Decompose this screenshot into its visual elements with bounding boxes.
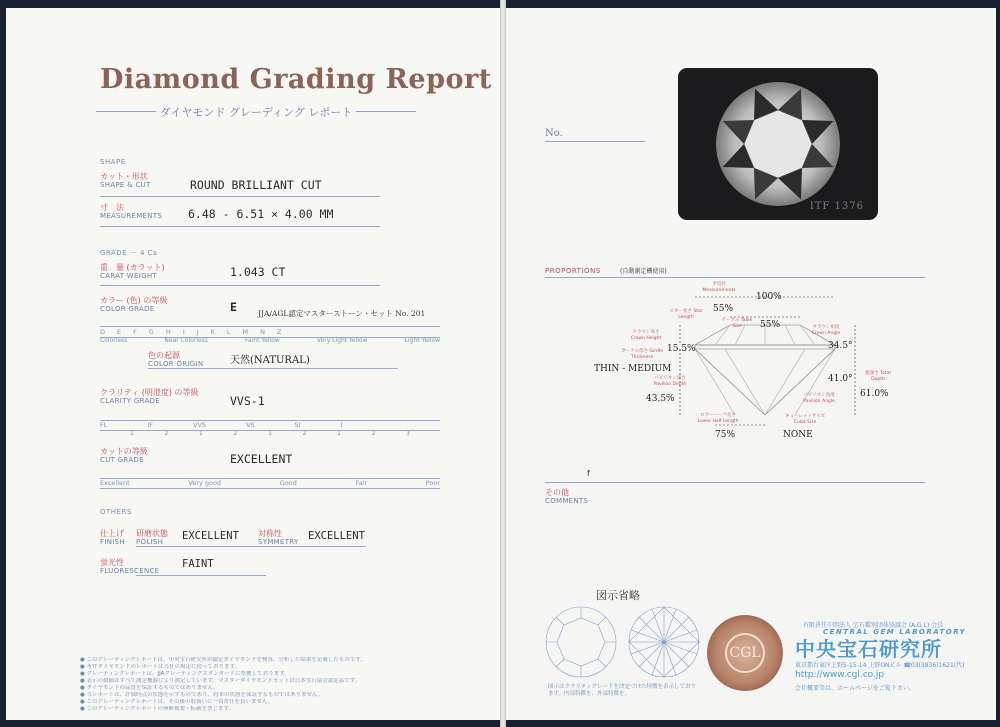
footnote-line: ● グレーディングレポートは、JJAグレーディングスタンダードに準拠しております。 xyxy=(80,671,290,677)
color-scale-letter: M xyxy=(242,328,249,336)
measurements-label-en: MEASUREMENTS xyxy=(100,212,163,220)
color-scale-letter: H xyxy=(165,328,171,336)
laboratory-name-en: CENTRAL GEM LABORATORY xyxy=(823,628,967,636)
crown-view-table xyxy=(557,618,605,666)
divider xyxy=(136,546,366,547)
cut-scale-grade: Poor xyxy=(425,479,440,487)
color-scale-group: Colorless xyxy=(100,337,128,344)
fluorescence-label xyxy=(100,558,159,576)
polish-label xyxy=(136,529,168,547)
cut-scale-grade: Fair xyxy=(355,479,368,487)
color-scale-group: Light Yellow xyxy=(404,337,440,344)
diamond-photo-image xyxy=(678,68,878,220)
symmetry-label xyxy=(258,529,299,547)
cut-label-jp: カットの等級 xyxy=(100,447,148,456)
report-subtitle: ダイヤモンド グレーディング レポート xyxy=(96,104,416,120)
star-caption: スター長さ Star Length xyxy=(669,309,703,320)
clarity-label xyxy=(100,388,199,406)
table-caption: テーブル Table Size xyxy=(721,318,753,329)
girdle-caption: ガードル厚さ Girdle Thickness xyxy=(621,349,663,360)
carat-value: 1.043 CT xyxy=(230,265,286,279)
symmetry-label-jp: 対称性 xyxy=(258,529,282,538)
clarity-scale-grade: IF xyxy=(147,421,154,429)
fluorescence-label-jp: 蛍光性 xyxy=(100,558,124,567)
comments-label xyxy=(545,488,588,506)
color-scale-letter: L xyxy=(226,328,231,336)
proportions-note: (自動測定機使用) xyxy=(620,268,667,275)
diamond-photo xyxy=(678,68,878,220)
color-label-jp: カラー (色) の等級 xyxy=(100,296,168,305)
clarity-scale-grade: I xyxy=(340,421,343,429)
carat-label-jp: 重 量 (カラット) xyxy=(100,263,165,272)
divider xyxy=(100,196,380,197)
pavilion-angle-caption: パビリオン角度 Pavilion Angle xyxy=(803,393,835,404)
carat-label xyxy=(100,263,165,281)
cut-scale-grade: Excellent xyxy=(100,479,130,487)
shape-label-en: SHAPE & CUT xyxy=(100,181,151,189)
color-label xyxy=(100,296,167,314)
origin-value: 天然(NATURAL) xyxy=(230,355,310,366)
clarity-scale-grade: VVS xyxy=(193,421,207,429)
clarity-scale-subgrade: 2 xyxy=(371,430,376,437)
footnote-line: ● 本件ダイヤモンドのレポートは当社の規定に従っております。 xyxy=(80,664,240,670)
measurements-value: 6.48 - 6.51 × 4.00 MM xyxy=(188,207,334,221)
color-scale-letter: F xyxy=(133,328,137,336)
clarity-scale-grade: VS xyxy=(246,421,255,429)
divider xyxy=(100,226,380,227)
report-title: Diamond Grading Report xyxy=(100,64,492,95)
clarity-scale-subgrade: 1 xyxy=(130,430,134,437)
table-value: 55% xyxy=(760,320,781,330)
comment-mark: f xyxy=(587,469,590,478)
color-scale-letter: E xyxy=(117,328,122,336)
clarity-scale-subgrade: 1 xyxy=(268,430,272,437)
lower-half-value: 75% xyxy=(715,430,736,440)
total-depth-value: 61.0% xyxy=(860,389,889,399)
clarity-scale-subgrade: 1 xyxy=(337,430,341,437)
crown-angle-caption: クラウン角度 Crown Angle xyxy=(811,325,841,336)
shape-label-jp: カット・形状 xyxy=(100,172,148,181)
clarity-scale-grade: FL xyxy=(100,421,108,429)
polish-label-en: POLISH xyxy=(136,538,164,546)
diagram-label: 図示省略 xyxy=(596,589,640,602)
clarity-scale-subgrade: 1 xyxy=(199,430,203,437)
clarity-scale-subgrade: 2 xyxy=(164,430,169,437)
color-scale-letter: Z xyxy=(277,328,282,336)
carat-label-en: CARAT WEIGHT xyxy=(100,272,157,280)
footnote-line: ● 表示の数値はすべて測定機器により測定しています。マスターダイヤモンドセットは日本宝石協会認定品です。 xyxy=(80,678,361,684)
diameter-value: 100% xyxy=(756,292,782,302)
polish-label-jp: 研磨状態 xyxy=(136,529,168,538)
fluorescence-value: FAINT xyxy=(182,558,214,570)
others-section-label: OTHERS xyxy=(100,508,132,516)
color-scale-letter: D xyxy=(100,328,106,336)
total-depth-caption: 総深さ Total Depth xyxy=(865,371,891,382)
laboratory-seal xyxy=(707,615,783,691)
measurements-caption: 平均径 Measurements xyxy=(702,282,736,293)
pavilion-depth-caption: パビリオン深さ Pavilion Depth xyxy=(653,376,687,387)
finish-label-en: FINISH xyxy=(100,538,125,546)
shape-label xyxy=(100,172,151,190)
color-scale-letter: I xyxy=(182,328,185,336)
cut-label-en: CUT GRADE xyxy=(100,456,144,464)
color-label-en: COLOR GRADE xyxy=(100,305,155,313)
pavilion-depth-value: 43.5% xyxy=(646,394,675,404)
cut-scale-grade: Good xyxy=(279,479,297,487)
color-scale-letter: J xyxy=(196,328,199,336)
footnote-line: ● このグレーディングレポートは、中央宝石研究所が鑑定ダイヤモンドを検査、分析した結果を記載したものです。 xyxy=(80,657,366,663)
girdle-value: THIN - MEDIUM xyxy=(594,364,672,374)
lower-half-caption: ロワーハーフ長さ Lower Half Length xyxy=(697,413,739,424)
finish-label-jp: 仕上げ xyxy=(100,529,124,538)
laboratory-name-jp: 中央宝石研究所 xyxy=(795,637,942,661)
clarity-scale-sub xyxy=(130,430,410,437)
fluorescence-label-en: FLUORESCENCE xyxy=(100,567,160,575)
agl-member-note: 有限責任中間法人 宝石鑑別団体協議会 (A.G.L) 会員 xyxy=(803,622,944,629)
clarity-plot-diagram xyxy=(544,604,704,684)
footnote-line: ● 当レポートは、評価時点の状態を示すものであり、将来の状態を保証するものではありません。 xyxy=(80,692,324,698)
shape-section-label: SHAPE xyxy=(100,158,126,166)
culet-caption: キューレットサイズ Culet Size xyxy=(784,414,825,425)
polish-value: EXCELLENT xyxy=(182,530,239,542)
color-scale-groups xyxy=(100,337,440,344)
divider xyxy=(545,277,925,278)
comments-label-jp: その他 xyxy=(545,488,569,497)
grade-section-label: GRADE － 4 Cs xyxy=(100,249,158,257)
color-scale-group: Near Colorless xyxy=(164,337,208,344)
origin-label-en: COLOR ORIGIN xyxy=(148,360,204,368)
color-scale-letter: G xyxy=(148,328,154,336)
color-scale-letter: K xyxy=(210,328,215,336)
clarity-scale-subgrade: 2 xyxy=(233,430,238,437)
clarity-scale-subgrade: 2 xyxy=(302,430,307,437)
measurements-label xyxy=(100,203,162,221)
crown-height-caption: クラウン高さ Crown Height xyxy=(630,330,662,341)
culet-value: NONE xyxy=(783,430,813,440)
seal-monogram: CGL xyxy=(725,633,765,673)
pavilion-outline xyxy=(695,349,835,415)
clarity-label-en: CLARITY GRADE xyxy=(100,397,160,405)
clarity-plot-svg xyxy=(544,604,704,684)
clarity-scale-grade: SI xyxy=(294,421,301,429)
clarity-label-jp: クラリティ (明澄度) の等級 xyxy=(100,388,199,397)
origin-label xyxy=(148,351,203,369)
cut-value: EXCELLENT xyxy=(230,452,293,466)
crown-height-value: 15.5% xyxy=(667,344,696,354)
symmetry-value: EXCELLENT xyxy=(308,530,365,542)
clarity-scale-subgrade: 3 xyxy=(406,430,410,437)
color-scale-group: Very Light Yellow xyxy=(316,337,368,344)
footnote-line: ● このグレーディングレポートは、その後の取扱いに一切責任を負いません。 xyxy=(80,699,274,705)
proportions-section-label: PROPORTIONS xyxy=(545,267,601,275)
laboratory-url[interactable]: http://www.cgl.co.jp xyxy=(795,670,885,680)
laboratory-url-note: 会社概要等は、ホームページをご覧下さい。 xyxy=(795,685,915,692)
finish-label xyxy=(100,529,125,547)
color-value: E xyxy=(230,300,237,314)
symmetry-label-en: SYMMETRY xyxy=(258,538,299,546)
divider xyxy=(100,285,380,286)
cut-scale-grade: Very good xyxy=(188,479,222,487)
pavilion-angle-value: 41.0° xyxy=(828,374,853,384)
footnote-line: ● このグレーディングレポートの無断複製・転載を禁じます。 xyxy=(80,706,235,712)
color-scale-group: Faint Yellow xyxy=(245,337,280,344)
divider xyxy=(148,368,398,369)
clarity-value: VVS-1 xyxy=(230,394,265,408)
cut-label xyxy=(100,447,148,465)
crown-angle-value: 34.5° xyxy=(828,341,853,351)
footnote-line: ● ダイヤモンドの品質を保証するものではありません。 xyxy=(80,685,219,691)
divider xyxy=(545,482,925,483)
book-spine xyxy=(500,0,506,727)
diamond-photo-code: ITF 1376 xyxy=(809,201,864,212)
origin-label-jp: 色の起源 xyxy=(148,351,180,360)
master-stone-note: JJA/AGL認定マスターストーン・セット No. 201 xyxy=(258,309,426,318)
divider xyxy=(136,575,266,576)
laboratory-address: 東京都台東区上野5-15-14 上野ONビル ☎03(3836)1621(代) xyxy=(795,662,965,669)
star-value: 55% xyxy=(713,304,734,314)
cut-scale xyxy=(100,478,440,489)
footnotes xyxy=(80,657,480,713)
color-scale-letter: N xyxy=(260,328,266,336)
comments-label-en: COMMENTS xyxy=(545,497,589,505)
diagram-note: 図示はクラリティグレードを決定づけた特徴を表示しております。内部特徴を、外部特徴を。 xyxy=(548,684,696,697)
measurements-label-jp: 寸 法 xyxy=(100,203,124,212)
divider xyxy=(545,141,645,142)
report-number-label: No. xyxy=(545,128,563,139)
shape-value: ROUND BRILLIANT CUT xyxy=(190,178,322,192)
